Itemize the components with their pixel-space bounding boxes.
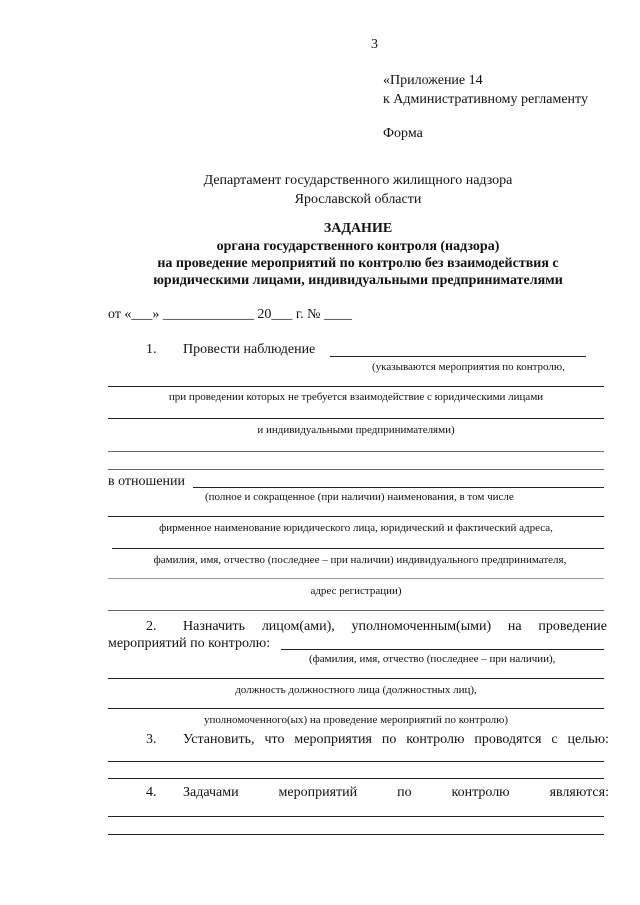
department-region: Ярославской области [294,192,422,207]
item-3-word: мероприятия [294,732,372,747]
item-4-word: мероприятий [278,785,358,800]
item-3-line-2 [108,778,604,779]
document-title: ЗАДАНИЕ [323,221,393,236]
item-3-text [183,733,609,747]
item-1-line-5 [108,469,604,470]
item-4-text [183,786,609,800]
date-number-line: от «___» _____________ 20___ г. № ____ [108,307,352,322]
item-4-word: Задачами [183,785,239,800]
item-1-fill-line [330,356,586,357]
subject-line-3 [112,548,604,549]
item-1-line-4 [108,451,604,452]
form-label: Форма [383,126,423,141]
appendix-reference: к Административному регламенту [383,92,588,107]
department-name: Департамент государственного жилищного надзора [203,173,513,188]
item-4-line-2 [108,834,604,835]
item-2-word: проведение [538,619,607,634]
item-2-line-3 [108,708,604,709]
item-1-hint-1: (указываются мероприятия по контролю, [372,361,565,373]
item-2-number: 2. [146,619,157,634]
item-3-word: целью: [567,732,609,747]
item-2-word: Назначить [183,619,246,634]
item-2-word: на [507,619,522,634]
item-1-line-2 [108,386,604,387]
item-2-text-line-2: мероприятий по контролю: [108,636,271,651]
item-1-text: Провести наблюдение [183,342,316,357]
subject-hint-3: фамилия, имя, отчество (последнее – при наличии) индивидуального предпринимателя, [153,554,567,566]
item-2-hint-2: должность должностного лица (должностных лиц), [235,684,477,696]
appendix-title: «Приложение 14 [383,73,483,88]
item-1-number: 1. [146,342,157,357]
item-3-line-1 [108,761,604,762]
item-1-hint-3: и индивидуальными предпринимателями) [257,424,455,436]
item-4-number: 4. [146,785,157,800]
item-2-word: лицом(ами), [261,619,335,634]
subject-hint-4: адрес регистрации) [310,585,402,597]
item-3-word: с [551,732,558,747]
item-1-line-3 [108,418,604,419]
title-line-4: юридическими лицами, индивидуальными предпринимателями [153,273,563,288]
item-3-word: проводятся [474,732,542,747]
item-2-hint-3: уполномоченного(ых) на проведение мероприятий по контролю) [203,714,509,726]
page-number: 3 [371,37,378,52]
subject-line-5 [108,610,604,611]
subject-hint-2: фирменное наименование юридического лица, юридический и фактический адреса, [159,522,553,534]
item-3-word: Установить, [183,732,255,747]
item-3-word: контролю [406,732,465,747]
item-4-word: контролю [451,785,510,800]
subject-hint-1: (полное и сокращенное (при наличии) наименования, в том числе [205,491,514,503]
subject-line-4 [108,578,604,579]
item-2-fill-line [281,649,604,650]
item-3-word: по [381,732,397,747]
item-2-line-2 [108,678,604,679]
item-4-word: являются: [549,785,609,800]
subject-line-2 [108,516,604,517]
item-2-text-line-1 [183,620,607,634]
item-1-hint-2: при проведении которых не требуется взаимодействие с юридическими лицами [168,391,544,403]
title-line-2: органа государственного контроля (надзора) [216,239,500,254]
subject-fill-line [193,487,604,488]
item-2-word: уполномоченным(ыми) [351,619,492,634]
item-4-line-1 [108,816,604,817]
subject-label: в отношении [108,474,186,489]
item-2-hint-1: (фамилия, имя, отчество (последнее – при наличии), [309,653,556,665]
item-3-word: что [264,732,285,747]
title-line-3: на проведение мероприятий по контролю без взаимодействия с [157,256,559,271]
item-3-number: 3. [146,732,157,747]
item-4-word: по [397,785,412,800]
